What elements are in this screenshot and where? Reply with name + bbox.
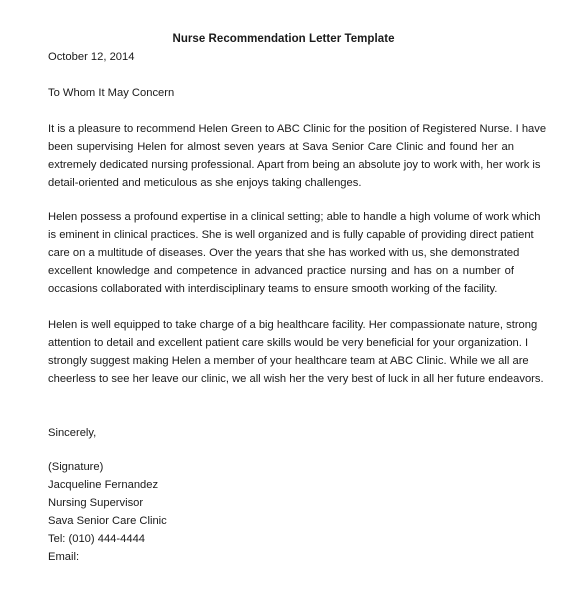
paragraph-line: is eminent in clinical practices. She is well organized and is fully capable of providing direct patient [48,229,534,241]
signature-placeholder: (Signature) [48,461,104,473]
body-paragraph-1 [48,120,547,192]
paragraph-line: occasions collaborated with interdisciplinary teams to ensure smooth working of the facility. [48,283,498,295]
letter-date: October 12, 2014 [48,51,135,63]
paragraph-line: extremely dedicated nursing professional. Apart from being an absolute joy to work with, her work is [48,159,541,171]
paragraph-line: been supervising Helen for almost seven years at Sava Senior Care Clinic and found her an [48,141,514,153]
paragraph-line: attention to detail and excellent patient care skills would be very beneficial for your organization. I [48,337,529,349]
paragraph-line: Helen possess a profound expertise in a clinical setting; able to handle a high volume of work which [48,211,541,223]
paragraph-line: It is a pleasure to recommend Helen Green to ABC Clinic for the position of Registered Nurse. I have [48,123,547,135]
paragraph-line: detail-oriented and meticulous as she enjoys taking challenges. [48,177,362,189]
signature-block [48,458,167,566]
body-paragraph-3 [48,316,544,388]
signer-organization: Sava Senior Care Clinic [48,515,167,527]
signer-email: Email: [48,551,80,563]
letter-closing: Sincerely, [48,427,97,439]
letter-title: Nurse Recommendation Letter Template [172,33,395,45]
body-paragraph-2 [48,208,541,298]
paragraph-line: cheerless to see her leave our clinic, we all wish her the very best of luck in all her future endeavors. [48,373,544,385]
paragraph-line: Helen is well equipped to take charge of a big healthcare facility. Her compassionate nature, strong [48,319,538,331]
signer-title: Nursing Supervisor [48,497,144,509]
letter-salutation: To Whom It May Concern [48,87,175,99]
paragraph-line: strongly suggest making Helen a member of your healthcare team at ABC Clinic. While we all are [48,355,529,367]
paragraph-line: care on a multitude of diseases. Over the years that she has worked with us, she demonstrated [48,247,520,259]
paragraph-line: excellent knowledge and competence in advanced practice nursing and has on a number of [48,265,514,277]
signer-phone: Tel: (010) 444-4444 [48,533,146,545]
signer-name: Jacqueline Fernandez [48,479,159,491]
